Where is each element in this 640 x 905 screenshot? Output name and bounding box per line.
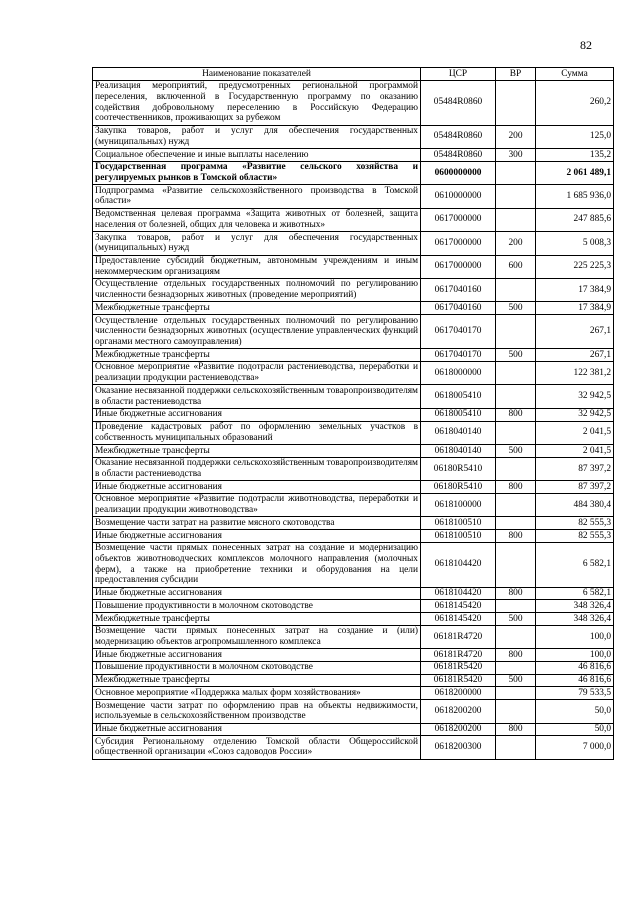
row-code-cell: 0618145420 (421, 613, 496, 626)
table-row (93, 700, 614, 723)
row-code-cell: 0617040170 (421, 349, 496, 362)
table-row (93, 457, 614, 480)
row-sum-cell: 100,0 (536, 649, 614, 662)
table-row (93, 80, 614, 125)
row-sum-cell: 32 942,5 (536, 385, 614, 408)
table-row (93, 149, 614, 162)
row-code-cell: 0617040170 (421, 315, 496, 349)
row-code-cell: 0618000000 (421, 361, 496, 384)
row-name-cell: Межбюджетные трансферты (93, 674, 421, 687)
row-code-cell: 0610000000 (421, 185, 496, 208)
table-row (93, 530, 614, 543)
row-sum-cell: 32 942,5 (536, 408, 614, 421)
row-name-cell: Возмещение части прямых понесенных затрат на создание и (или) модернизацию объектов агропромышленного комплекса (93, 625, 421, 648)
table-row (93, 408, 614, 421)
row-vr-cell: 500 (496, 302, 536, 315)
row-name-cell: Осуществление отдельных государственных полномочий по регулированию численности безнадзорных животных (проведение мероприятий) (93, 278, 421, 301)
row-code-cell: 0617000000 (421, 232, 496, 255)
row-vr-cell (496, 315, 536, 349)
row-sum-cell: 46 816,6 (536, 661, 614, 674)
row-sum-cell: 260,2 (536, 80, 614, 125)
row-name-cell: Предоставление субсидий бюджетным, автономным учреждениям и иным некоммерческим организациям (93, 255, 421, 278)
row-name-cell: Ведомственная целевая программа «Защита животных от болезней, защита населения от болезней, общих для человека и животных» (93, 208, 421, 231)
row-vr-cell (496, 185, 536, 208)
row-name-cell: Закупка товаров, работ и услуг для обеспечения государственных (муниципальных) нужд (93, 125, 421, 148)
row-name-cell: Реализация мероприятий, предусмотренных региональной программой переселения, включенной в Государственную программу по оказанию содействия добровольному переселению в Российскую Федерацию соотечественников, проживающих за рубежом (93, 80, 421, 125)
row-sum-cell: 87 397,2 (536, 457, 614, 480)
row-sum-cell: 135,2 (536, 149, 614, 162)
row-code-cell: 0618104420 (421, 542, 496, 587)
table-row (93, 661, 614, 674)
row-sum-cell: 6 582,1 (536, 587, 614, 600)
row-vr-cell (496, 457, 536, 480)
row-sum-cell: 6 582,1 (536, 542, 614, 587)
row-sum-cell: 50,0 (536, 700, 614, 723)
table-row (93, 493, 614, 516)
row-name-cell: Субсидия Региональному отделению Томской области Общероссийской общественной организации «Союз садоводов России» (93, 736, 421, 759)
row-vr-cell (496, 385, 536, 408)
table-row (93, 361, 614, 384)
row-vr-cell (496, 278, 536, 301)
row-name-cell: Возмещение части прямых понесенных затрат на создание и модернизацию объектов животноводческих комплексов молочного направления (молочных ферм), а также на приобретение техники и оборудования на цели предоставления субсидии (93, 542, 421, 587)
row-sum-cell: 2 041,5 (536, 445, 614, 458)
row-sum-cell: 87 397,2 (536, 481, 614, 494)
row-vr-cell (496, 208, 536, 231)
row-code-cell: 0600000000 (421, 161, 496, 184)
row-vr-cell: 500 (496, 349, 536, 362)
table-row (93, 613, 614, 626)
row-name-cell: Возмещение части затрат на развитие мясного скотоводства (93, 517, 421, 530)
row-code-cell: 0618100510 (421, 517, 496, 530)
row-name-cell: Повышение продуктивности в молочном скотоводстве (93, 661, 421, 674)
row-code-cell: 0618040140 (421, 445, 496, 458)
table-row (93, 723, 614, 736)
row-code-cell: 0618005410 (421, 385, 496, 408)
row-sum-cell: 348 326,4 (536, 613, 614, 626)
row-name-cell: Подпрограмма «Развитие сельскохозяйственного производства в Томской области» (93, 185, 421, 208)
row-code-cell: 0618200200 (421, 723, 496, 736)
row-code-cell: 0618104420 (421, 587, 496, 600)
row-vr-cell: 600 (496, 255, 536, 278)
row-vr-cell: 500 (496, 445, 536, 458)
row-sum-cell: 122 381,2 (536, 361, 614, 384)
header-name: Наименование показателей (93, 68, 421, 81)
row-vr-cell (496, 361, 536, 384)
table-row (93, 674, 614, 687)
row-code-cell: 0618100000 (421, 493, 496, 516)
row-sum-cell: 46 816,6 (536, 674, 614, 687)
row-vr-cell: 800 (496, 587, 536, 600)
row-name-cell: Межбюджетные трансферты (93, 349, 421, 362)
row-sum-cell: 79 533,5 (536, 687, 614, 700)
table-row (93, 517, 614, 530)
row-code-cell: 0618145420 (421, 600, 496, 613)
row-sum-cell: 1 685 936,0 (536, 185, 614, 208)
row-vr-cell (496, 687, 536, 700)
row-vr-cell: 800 (496, 530, 536, 543)
row-vr-cell: 200 (496, 232, 536, 255)
row-name-cell: Оказание несвязанной поддержки сельскохозяйственным товаропроизводителям в области растениеводства (93, 457, 421, 480)
budget-table (92, 67, 614, 760)
row-vr-cell (496, 661, 536, 674)
row-name-cell: Проведение кадастровых работ по оформлению земельных участков в собственность муниципальных образований (93, 421, 421, 444)
row-vr-cell (496, 517, 536, 530)
row-name-cell: Закупка товаров, работ и услуг для обеспечения государственных (муниципальных) нужд (93, 232, 421, 255)
row-vr-cell (496, 625, 536, 648)
row-code-cell: 0618200200 (421, 700, 496, 723)
table-row (93, 161, 614, 184)
table-row (93, 481, 614, 494)
row-name-cell: Иные бюджетные ассигнования (93, 587, 421, 600)
row-vr-cell: 800 (496, 649, 536, 662)
row-sum-cell: 267,1 (536, 315, 614, 349)
row-code-cell: 0618005410 (421, 408, 496, 421)
row-name-cell: Межбюджетные трансферты (93, 302, 421, 315)
row-name-cell: Возмещение части затрат по оформлению прав на объекты недвижимости, используемые в сельскохозяйственном производстве (93, 700, 421, 723)
row-vr-cell (496, 493, 536, 516)
table-row (93, 349, 614, 362)
row-name-cell: Иные бюджетные ассигнования (93, 649, 421, 662)
row-code-cell: 0618200000 (421, 687, 496, 700)
table-row (93, 185, 614, 208)
row-sum-cell: 5 008,3 (536, 232, 614, 255)
row-vr-cell (496, 700, 536, 723)
row-sum-cell: 7 000,0 (536, 736, 614, 759)
table-row (93, 255, 614, 278)
row-name-cell: Межбюджетные трансферты (93, 613, 421, 626)
row-name-cell: Социальное обеспечение и иные выплаты населению (93, 149, 421, 162)
row-vr-cell: 800 (496, 481, 536, 494)
row-vr-cell (496, 542, 536, 587)
row-sum-cell: 225 225,3 (536, 255, 614, 278)
row-code-cell: 0618100510 (421, 530, 496, 543)
header-sum: Сумма (536, 68, 614, 81)
row-code-cell: 05484R0860 (421, 149, 496, 162)
row-sum-cell: 348 326,4 (536, 600, 614, 613)
row-vr-cell (496, 421, 536, 444)
row-code-cell: 06181R5420 (421, 674, 496, 687)
row-name-cell: Иные бюджетные ассигнования (93, 481, 421, 494)
row-name-cell: Иные бюджетные ассигнования (93, 530, 421, 543)
page-number: 82 (580, 38, 592, 52)
row-code-cell: 06181R4720 (421, 625, 496, 648)
table-row (93, 687, 614, 700)
row-vr-cell (496, 736, 536, 759)
table-row (93, 625, 614, 648)
row-name-cell: Осуществление отдельных государственных полномочий по регулированию численности безнадзорных животных (осуществление управленческих функций органами местного самоуправления) (93, 315, 421, 349)
row-name-cell: Повышение продуктивности в молочном скотоводстве (93, 600, 421, 613)
row-sum-cell: 82 555,3 (536, 530, 614, 543)
row-name-cell: Иные бюджетные ассигнования (93, 408, 421, 421)
row-sum-cell: 17 384,9 (536, 302, 614, 315)
header-vr: ВР (496, 68, 536, 81)
row-name-cell: Основное мероприятие «Развитие подотрасли животноводства, переработки и реализации продукции животноводства» (93, 493, 421, 516)
row-name-cell: Государственная программа «Развитие сельского хозяйства и регулируемых рынков в Томской области» (93, 161, 421, 184)
row-name-cell: Основное мероприятие «Развитие подотрасли растениеводства, переработки и реализации продукции растениеводства» (93, 361, 421, 384)
row-vr-cell: 500 (496, 613, 536, 626)
row-sum-cell: 2 061 489,1 (536, 161, 614, 184)
row-sum-cell: 82 555,3 (536, 517, 614, 530)
row-name-cell: Иные бюджетные ассигнования (93, 723, 421, 736)
table-body (93, 80, 614, 759)
row-code-cell: 0617040160 (421, 278, 496, 301)
row-code-cell: 06181R4720 (421, 649, 496, 662)
table-row (93, 600, 614, 613)
row-vr-cell (496, 80, 536, 125)
row-sum-cell: 125,0 (536, 125, 614, 148)
row-vr-cell: 800 (496, 723, 536, 736)
row-vr-cell: 800 (496, 408, 536, 421)
table-header-row (93, 68, 614, 81)
table-row (93, 125, 614, 148)
row-vr-cell: 200 (496, 125, 536, 148)
table-row (93, 542, 614, 587)
table-row (93, 278, 614, 301)
row-code-cell: 0617000000 (421, 255, 496, 278)
row-vr-cell: 300 (496, 149, 536, 162)
row-code-cell: 0617000000 (421, 208, 496, 231)
table-row (93, 385, 614, 408)
row-sum-cell: 100,0 (536, 625, 614, 648)
row-code-cell: 06181R5420 (421, 661, 496, 674)
row-vr-cell (496, 600, 536, 613)
table-row (93, 421, 614, 444)
row-code-cell: 0618200300 (421, 736, 496, 759)
header-code: ЦСР (421, 68, 496, 81)
row-sum-cell: 50,0 (536, 723, 614, 736)
table-row (93, 736, 614, 759)
row-code-cell: 0617040160 (421, 302, 496, 315)
row-sum-cell: 484 380,4 (536, 493, 614, 516)
row-sum-cell: 2 041,5 (536, 421, 614, 444)
row-vr-cell: 500 (496, 674, 536, 687)
row-sum-cell: 17 384,9 (536, 278, 614, 301)
row-code-cell: 06180R5410 (421, 457, 496, 480)
table-row (93, 315, 614, 349)
table-row (93, 232, 614, 255)
row-sum-cell: 247 885,6 (536, 208, 614, 231)
row-code-cell: 05484R0860 (421, 80, 496, 125)
row-code-cell: 0618040140 (421, 421, 496, 444)
table-row (93, 587, 614, 600)
row-vr-cell (496, 161, 536, 184)
row-code-cell: 05484R0860 (421, 125, 496, 148)
row-name-cell: Межбюджетные трансферты (93, 445, 421, 458)
table-row (93, 445, 614, 458)
row-sum-cell: 267,1 (536, 349, 614, 362)
row-name-cell: Основное мероприятие «Поддержка малых форм хозяйствования» (93, 687, 421, 700)
row-name-cell: Оказание несвязанной поддержки сельскохозяйственным товаропроизводителям в области растениеводства (93, 385, 421, 408)
table-row (93, 302, 614, 315)
row-code-cell: 06180R5410 (421, 481, 496, 494)
table-row (93, 649, 614, 662)
table-row (93, 208, 614, 231)
